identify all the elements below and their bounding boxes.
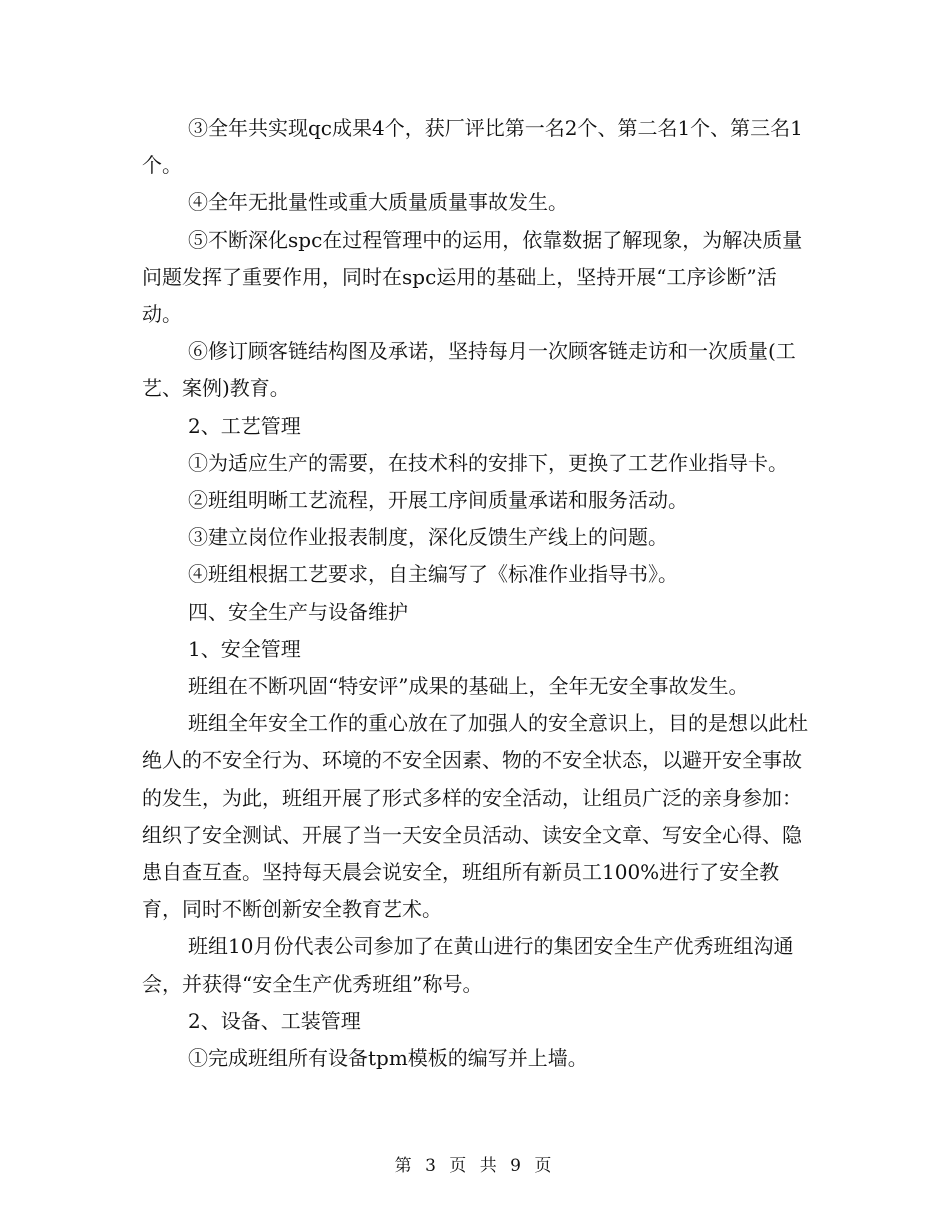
paragraph-safety-2: 班组全年安全工作的重心放在了加强人的安全意识上，目的是想以此杜绝人的不安全行为、环境的不安全因素、物的不安全状态，以避开安全事故的发生，为此，班组开展了形式多样的安全活动，让组员广泛的亲身参加：组织了安全测试、开展了当一天安全员活动、读安全文章、写安全心得、隐患自查互查。坚持每天晨会说安全，班组所有新员工100%进行了安全教育，同时不断创新安全教育艺术。: [142, 711, 808, 922]
heading-safety-management: 1、安全管理: [188, 636, 301, 661]
page-footer: 第 3 页 共 9 页: [394, 1156, 556, 1176]
paragraph-process-3: ③建立岗位作业报表制度，深化反馈生产线上的问题。: [188, 525, 668, 550]
paragraph-process-4: ④班组根据工艺要求，自主编写了《标准作业指导书》。: [188, 562, 678, 587]
paragraph-process-2: ②班组明晰工艺流程，开展工序间质量承诺和服务活动。: [188, 488, 688, 513]
heading-process-management: 2、工艺管理: [188, 413, 301, 438]
paragraph-process-1: ①为适应生产的需要，在技术科的安排下，更换了工艺作业指导卡。: [188, 450, 788, 475]
document-body: [142, 110, 810, 1077]
paragraph-quality-3: ③全年共实现qc成果4个，获厂评比第一名2个、第二名1个、第三名1个。: [142, 116, 803, 178]
paragraph-quality-6: ⑥修订顾客链结构图及承诺，坚持每月一次顾客链走访和一次质量(工艺、案例)教育。: [142, 339, 796, 401]
heading-equipment-management: 2、设备、工装管理: [188, 1008, 361, 1033]
paragraph-equipment-1: ①完成班组所有设备tpm模板的编写并上墙。: [188, 1046, 588, 1071]
paragraph-quality-4: ④全年无批量性或重大质量质量事故发生。: [188, 190, 568, 215]
heading-safety-equipment: 四、安全生产与设备维护: [188, 599, 408, 624]
paragraph-quality-5: ⑤不断深化spc在过程管理中的运用，依靠数据了解现象，为解决质量问题发挥了重要作用，同时在spc运用的基础上，坚持开展“工序诊断”活动。: [142, 227, 803, 327]
paragraph-safety-1: 班组在不断巩固“特安评”成果的基础上，全年无安全事故发生。: [188, 674, 749, 699]
paragraph-safety-3: 班组10月份代表公司参加了在黄山进行的集团安全生产优秀班组沟通会，并获得“安全生产优秀班组”称号。: [142, 934, 794, 996]
